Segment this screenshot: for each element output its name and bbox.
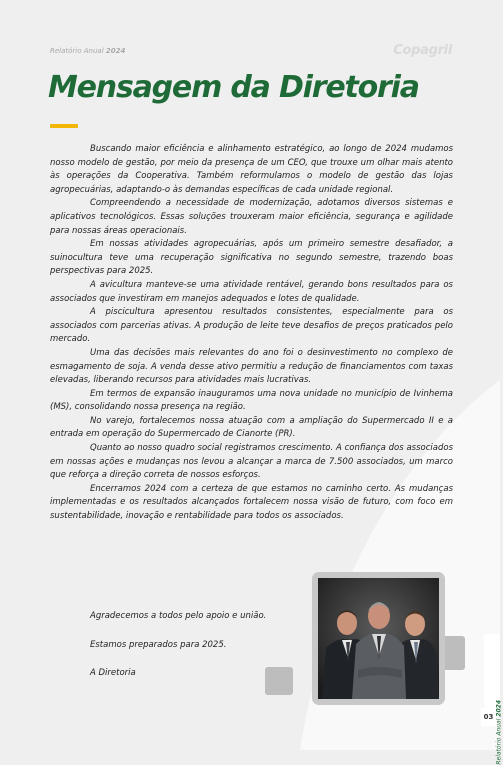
directors-photo-illustration [318, 578, 439, 699]
paragraph: Uma das decisões mais relevantes do ano foi o desinvestimento no complexo de esmagamento de soja. A venda desse ativo permitiu a redução de financiamentos com taxas elevadas, liberando recursos para atividades mais lucrativas. [50, 347, 453, 386]
paragraph: A piscicultura apresentou resultados consistentes, especialmente para os associados com parcerias ativas. A produção de leite teve desafios de preços praticados pelo mercado. [50, 307, 453, 345]
directors-photo [318, 578, 439, 699]
side-label-year: 2024 [496, 700, 503, 717]
paragraph: Encerramos 2024 com a certeza de que estamos no caminho certo. As mudanças implementadas e os resultados alcançados fortalecem nossa visão de futuro, com foco em sustentabilidade, inovação e rentabilidade para todos os associados. [50, 483, 453, 522]
title-accent-bar [50, 124, 78, 128]
paragraph: Compreendendo a necessidade de modernização, adotamos diversos sistemas e aplicativos tecnológicos. Essas soluções trouxeram maior eficiência, segurança e agilidade para nossas áreas operacionais. [50, 198, 453, 236]
page-title: Mensagem da Diretoria [48, 70, 419, 105]
side-tab [484, 634, 500, 708]
paragraph: Em nossas atividades agropecuárias, após um primeiro semestre desafiador, a suinocultura teve uma recuperação significativa no segundo semestre, trazendo boas perspectivas para 2025. [50, 239, 453, 277]
side-report-label [496, 700, 503, 765]
signature: A Diretoria [90, 668, 136, 678]
page-number: 03 [481, 708, 496, 726]
report-header [50, 47, 125, 55]
closing-ready: Estamos preparados para 2025. [90, 640, 227, 650]
closing-thanks: Agradecemos a todos pelo apoio e união. [90, 611, 267, 621]
message-body [50, 143, 453, 524]
decorative-square [265, 667, 293, 695]
paragraph: A avicultura manteve-se uma atividade rentável, gerando bons resultados para os associados que investiram em manejos adequados e lotes de qualidade. [50, 279, 453, 304]
report-year: 2024 [105, 47, 126, 55]
paragraph: Em termos de expansão inauguramos uma nova unidade no município de Ivinhema (MS), consolidando nossa presença na região. [50, 388, 453, 413]
directors-photo-frame [312, 572, 445, 705]
brand-logo: Copagril [393, 43, 452, 58]
paragraph: Quanto ao nosso quadro social registramos crescimento. A confiança dos associados em nossas ações e mudanças nos levou a alcançar a marca de 7.500 associados, um marco que reforça a direção correta de nossos esforços. [50, 443, 453, 481]
report-label: Relatório Anual [50, 47, 104, 55]
paragraph: Buscando maior eficiência e alinhamento estratégico, ao longo de 2024 mudamos nosso modelo de gestão, por meio da presença de um CEO, que trouxe um olhar mais atento às operações da Cooperativa. Também reformulamos o modelo de gestão das lojas agropecuárias, adaptando-o às demandas específicas de cada unidade regional. [50, 144, 453, 195]
paragraph: No varejo, fortalecemos nossa atuação com a ampliação do Supermercado II e a entrada em operação do Supermercado de Cianorte (PR). [50, 415, 453, 440]
side-label-text: Relatório Anual [496, 718, 503, 765]
decorative-square [443, 636, 465, 670]
